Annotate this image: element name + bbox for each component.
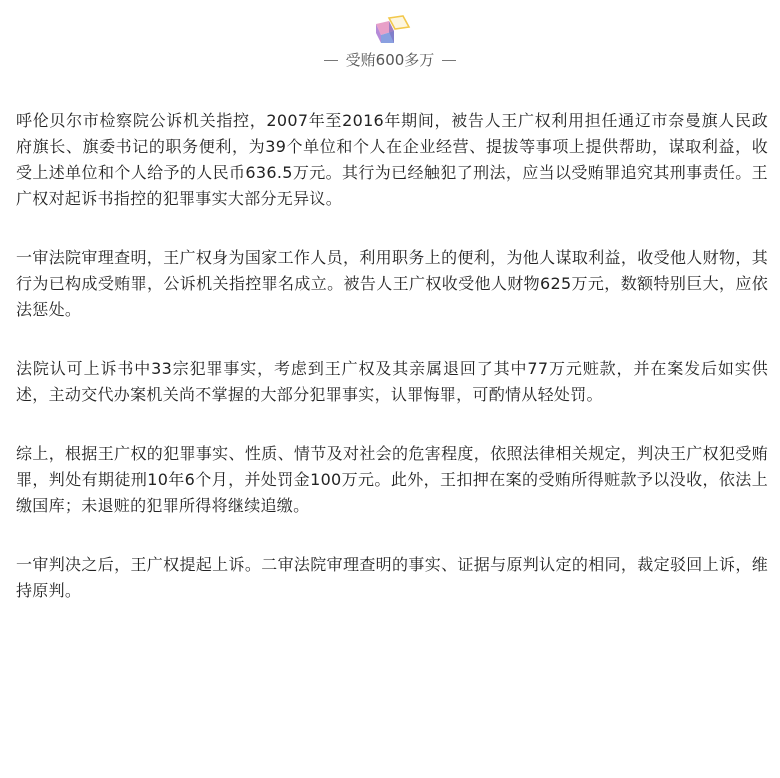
section-title (0, 50, 780, 70)
article-header (0, 12, 780, 74)
paragraph-mitigation: 法院认可上诉书中33宗犯罪事实，考虑到王广权及其亲属退回了其中77万元赃款，并在案发后如实供述，主动交代办案机关尚不掌握的大部分犯罪事实，认罪悔罪，可酌情从轻处罚。 (16, 359, 768, 404)
paragraph-appeal: 一审判决之后，王广权提起上诉。二审法院审理查明的事实、证据与原判认定的相同，裁定驳回上诉，维持原判。 (16, 555, 768, 600)
section-title-text: 受贿600多万 (345, 51, 435, 69)
title-right-dash (442, 60, 456, 61)
article-body (16, 108, 768, 604)
paragraph-indictment: 呼伦贝尔市检察院公诉机关指控，2007年至2016年期间，被告人王广权利用担任通辽市奈曼旗人民政府旗长、旗委书记的职务便利，为39个单位和个人在企业经营、提拔等事项上提供帮助，谋取利益，收受上述单位和个人给予的人民币636.5万元。其行为已经触犯了刑法，应当以受贿罪追究其刑事责任。王广权对起诉书指控的犯罪事实大部分无异议。 (16, 111, 768, 208)
paragraph-verdict: 综上，根据王广权的犯罪事实、性质、情节及对社会的危害程度，依照法律相关规定，判决王广权犯受贿罪，判处有期徒刑10年6个月，并处罚金100万元。此外，王扣押在案的受贿所得赃款予以没收，依法上缴国库；未退赃的犯罪所得将继续追缴。 (16, 444, 768, 515)
paragraph-first-trial-findings: 一审法院审理查明，王广权身为国家工作人员，利用职务上的便利，为他人谋取利益，收受他人财物，其行为已构成受贿罪，公诉机关指控罪名成立。被告人王广权收受他人财物625万元，数额特别巨大，应依法惩处。 (16, 248, 768, 319)
cube-logo-icon (373, 14, 411, 44)
title-left-dash (324, 60, 338, 61)
